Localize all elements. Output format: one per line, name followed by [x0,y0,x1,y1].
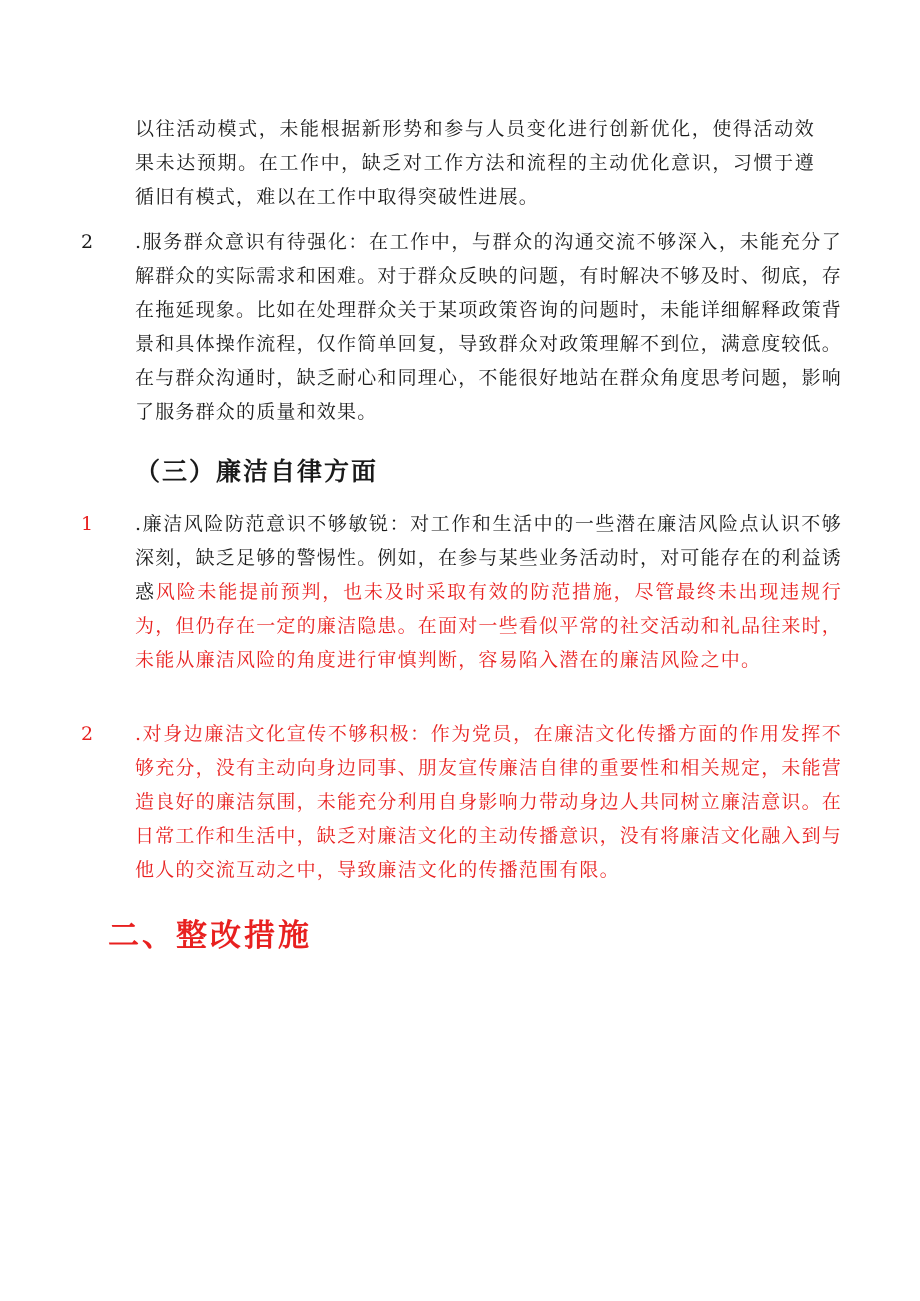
continuation-paragraph: 以往活动模式，未能根据新形势和参与人员变化进行创新优化，使得活动效果未达预期。在工作中，缺乏对工作方法和流程的主动优化意识，习惯于遵循旧有模式，难以在工作中取得突破性进展。 [135,118,815,208]
section-heading-integrity: （三）廉洁自律方面 [135,457,379,486]
list-item-culture-promotion [81,717,843,887]
list-item-number: 2 [81,231,95,253]
list-item-number: 2 [81,723,95,745]
list-item-text: .服务群众意识有待强化：在工作中，与群众的沟通交流不够深入，未能充分了解群众的实际需求和困难。对于群众反映的问题，有时解决不够及时、彻底，存在拖延现象。比如在处理群众关于某项政策咨询的问题时，未能详细解释政策背景和具体操作流程，仅作简单回复，导致群众对政策理解不到位，满意度较低。在与群众沟通时，缺乏耐心和同理心，不能很好地站在群众角度思考问题，影响了服务群众的质量和效果。 [135,231,843,423]
list-item-risk-awareness [81,507,843,677]
section-heading-rectification: 二、整改措施 [108,918,312,954]
list-item-text-highlight: 风险未能提前预判，也未及时采取有效的防范措施，尽管最终未出现违规行为，但仍存在一定的廉洁隐患。在面对一些看似平常的社交活动和礼品往来时，未能从廉洁风险的角度进行审慎判断，容易陷入潜在的廉洁风险之中。 [135,581,843,671]
list-item-text: .对身边廉洁文化宣传不够积极：作为党员，在廉洁文化传播方面的作用发挥不够充分，没有主动向身边同事、朋友宣传廉洁自律的重要性和相关规定，未能营造良好的廉洁氛围，未能充分利用自身影响力带动身边人共同树立廉洁意识。在日常工作和生活中，缺乏对廉洁文化的主动传播意识，没有将廉洁文化融入到与他人的交流互动之中，导致廉洁文化的传播范围有限。 [135,723,843,881]
list-item-text: .廉洁风险防范意识不够敏锐：对工作和生活中的一些潜在廉洁风险点认识不够深刻，缺乏足够的警惕性。例如，在参与某些业务活动时，对可能存在的利益诱惑 [135,513,843,603]
list-item-service-awareness [81,225,843,429]
list-item-number: 1 [81,513,95,535]
